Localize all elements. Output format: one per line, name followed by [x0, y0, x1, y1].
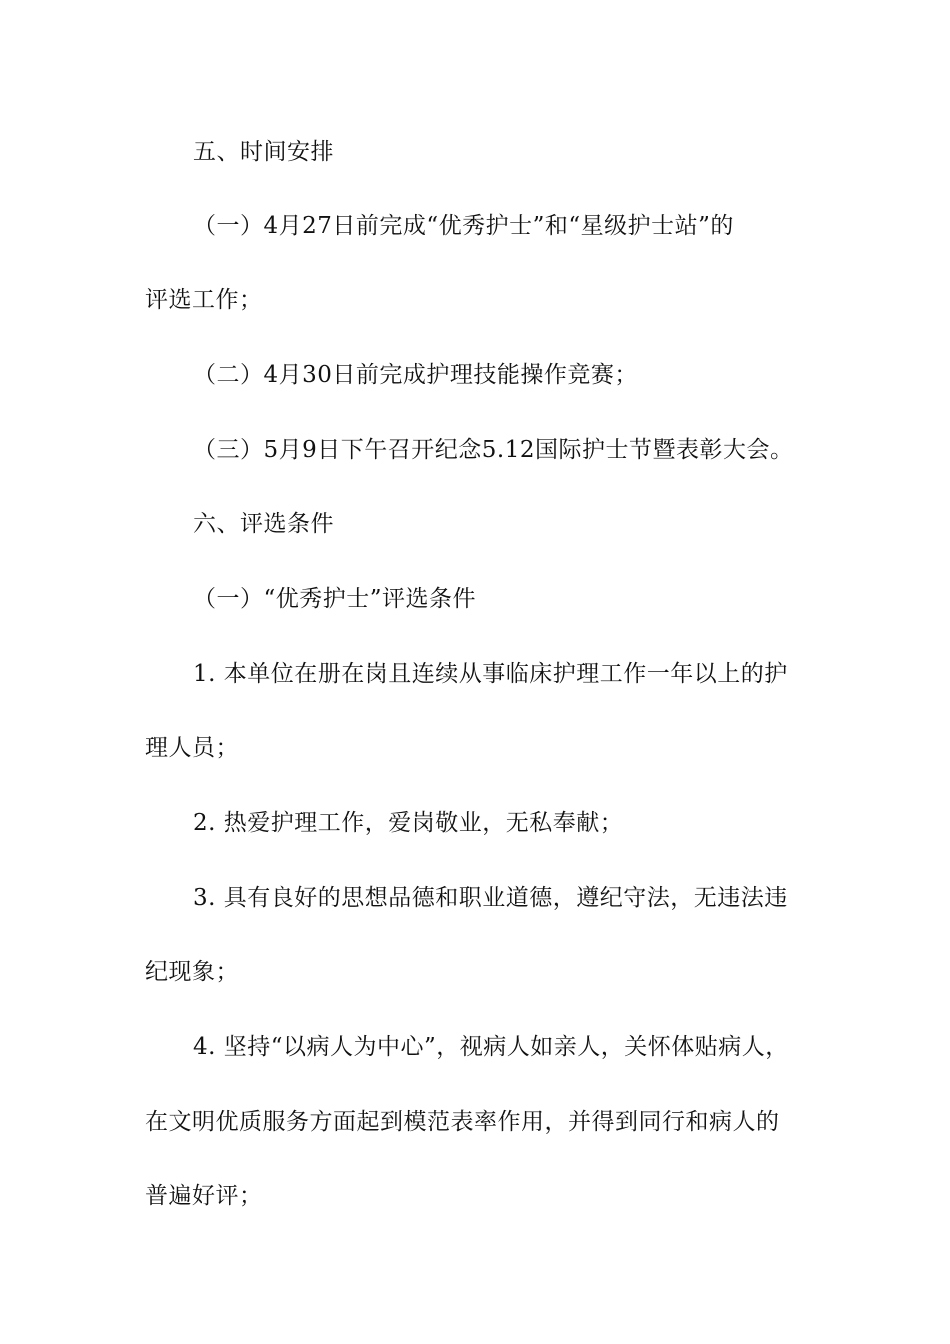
paragraph-line: （一）4月27日前完成“优秀护士”和“星级护士站”的	[193, 213, 734, 239]
paragraph-line: 2. 热爱护理工作，爱岗敬业，无私奉献；	[193, 810, 624, 836]
paragraph-line: 4. 坚持“以病人为中心”，视病人如亲人，关怀体贴病人，	[193, 1034, 789, 1060]
heading-schedule: 五、时间安排	[193, 139, 334, 165]
paragraph-line: 评选工作；	[145, 287, 263, 313]
paragraph-line: （二）4月30日前完成护理技能操作竞赛；	[193, 362, 638, 388]
subheading-outstanding-nurse: （一）“优秀护士”评选条件	[193, 586, 477, 612]
paragraph-line: 纪现象；	[145, 959, 239, 985]
paragraph-line: 1. 本单位在册在岗且连续从事临床护理工作一年以上的护	[193, 661, 788, 687]
heading-criteria: 六、评选条件	[193, 511, 334, 537]
paragraph-line: 在文明优质服务方面起到模范表率作用，并得到同行和病人的	[145, 1109, 780, 1135]
paragraph-line: （三）5月9日下午召开纪念5.12国际护士节暨表彰大会。	[193, 437, 794, 463]
paragraph-line: 普遍好评；	[145, 1183, 263, 1209]
paragraph-line: 3. 具有良好的思想品德和职业道德，遵纪守法，无违法违	[193, 885, 788, 911]
paragraph-line: 理人员；	[145, 735, 239, 761]
